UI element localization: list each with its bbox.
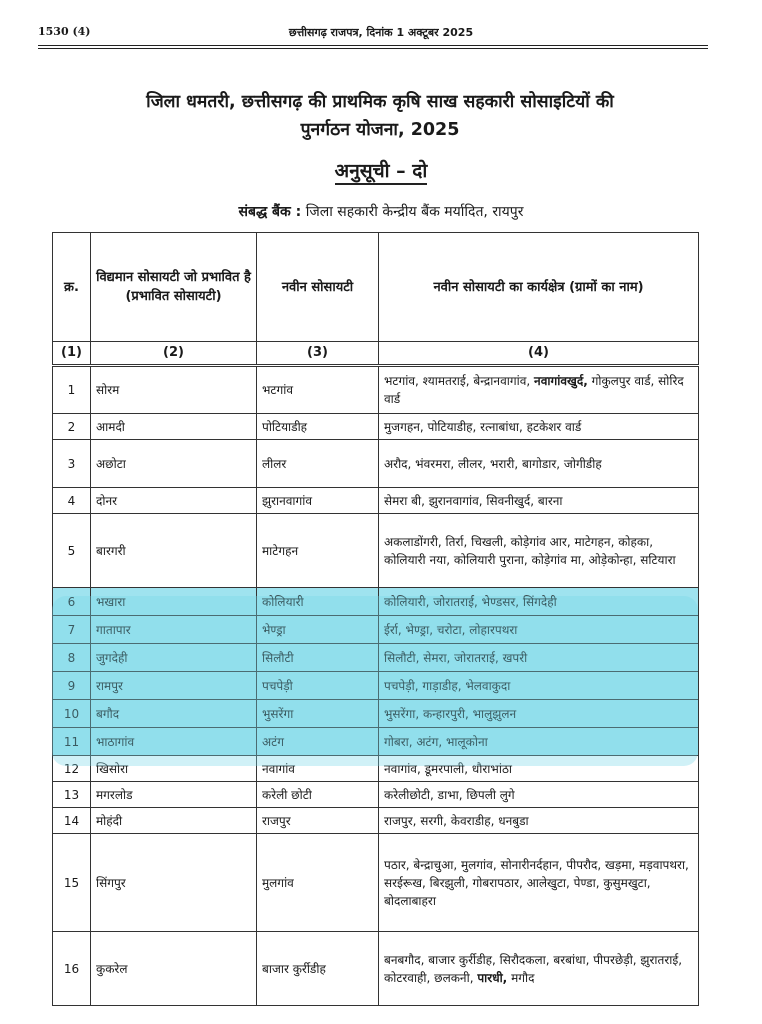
new-society-cell: करेली छोटी (257, 782, 379, 808)
header-rule-bottom (38, 48, 708, 49)
area-cell: भटगांव, श्यामतराई, बेन्द्रानवागांव, नवागांवखुर्द, गोकुलपुर वार्ड, सोरिद वार्ड (379, 366, 699, 414)
serial-cell: 10 (53, 700, 91, 728)
existing-society-cell: अछोटा (91, 440, 257, 488)
new-society-cell: भटगांव (257, 366, 379, 414)
document-title (60, 88, 700, 144)
schedule-heading: अनुसूची – दो (0, 157, 762, 183)
existing-society-cell: जुगदेही (91, 644, 257, 672)
new-society-cell: कोलियारी (257, 588, 379, 616)
area-cell: सेमरा बी, झुरानवागांव, सिवनीखुर्द, बारना (379, 488, 699, 514)
area-cell: करेलीछोटी, डाभा, छिपली लुगे (379, 782, 699, 808)
serial-cell: 16 (53, 932, 91, 1006)
serial-cell: 1 (53, 366, 91, 414)
serial-cell: 5 (53, 514, 91, 588)
table-row (53, 834, 699, 932)
existing-society-cell: भखारा (91, 588, 257, 616)
existing-society-cell: सिंगपुर (91, 834, 257, 932)
serial-cell: 3 (53, 440, 91, 488)
col-header-serial: क्र. (53, 233, 91, 342)
serial-cell: 15 (53, 834, 91, 932)
area-cell: पठार, बेन्द्राचुआ, मुलगांव, सोनारीनर्दहान, पीपरौद, खड़मा, मड़वापथरा, सरईरूख, बिरझुली, गोबरापठार, आलेखुटा, पेण्डा, कुसुमखुटा, बोदलाबाहरा (379, 834, 699, 932)
area-cell: मुजगहन, पोटियाडीह, रत्नाबांधा, हटकेशर वार्ड (379, 414, 699, 440)
new-society-cell: झुरानवागांव (257, 488, 379, 514)
serial-cell: 8 (53, 644, 91, 672)
new-society-cell: अटंग (257, 728, 379, 756)
table-row (53, 782, 699, 808)
serial-cell: 13 (53, 782, 91, 808)
col-header-new: नवीन सोसायटी (257, 233, 379, 342)
table-row (53, 728, 699, 756)
table-row (53, 616, 699, 644)
serial-cell: 4 (53, 488, 91, 514)
area-cell: बनबगौद, बाजार कुर्रीडीह, सिरौदकला, बरबांधा, पीपरछेड़ी, झुरातराई, कोटरवाही, छलकनी, पारधी, मगौद (379, 932, 699, 1006)
page-header-center: छत्तीसगढ़ राजपत्र, दिनांक 1 अक्टूबर 2025 (288, 26, 474, 39)
bank-label: संबद्ध बैंक : (238, 204, 302, 220)
area-cell: सिलौटी, सेमरा, जोरातराई, खपरी (379, 644, 699, 672)
table-row (53, 588, 699, 616)
new-society-cell: पचपेड़ी (257, 672, 379, 700)
new-society-cell: माटेगहन (257, 514, 379, 588)
existing-society-cell: खिसोरा (91, 756, 257, 782)
existing-society-cell: कुकरेल (91, 932, 257, 1006)
area-cell: पचपेड़ी, गाड़ाडीह, भेलवाकुदा (379, 672, 699, 700)
table-row (53, 700, 699, 728)
table-header-row (53, 233, 699, 342)
new-society-cell: भुसरेंगा (257, 700, 379, 728)
area-cell: नवागांव, डूमरपाली, धौराभांठा (379, 756, 699, 782)
existing-society-cell: रामपुर (91, 672, 257, 700)
existing-society-cell: गातापार (91, 616, 257, 644)
area-cell: गोबरा, अटंग, भालूकोना (379, 728, 699, 756)
new-society-cell: पोटियाडीह (257, 414, 379, 440)
new-society-cell: लीलर (257, 440, 379, 488)
new-society-cell: नवागांव (257, 756, 379, 782)
bank-name: जिला सहकारी केन्द्रीय बैंक मर्यादित, रायपुर (305, 204, 524, 220)
col-number: (2) (91, 342, 257, 366)
col-header-area: नवीन सोसायटी का कार्यक्षेत्र (ग्रामों का नाम) (379, 233, 699, 342)
table-row (53, 514, 699, 588)
serial-cell: 2 (53, 414, 91, 440)
area-cell: भुसरेंगा, कन्हारपुरी, भालुझुलन (379, 700, 699, 728)
table-row (53, 440, 699, 488)
existing-society-cell: दोनर (91, 488, 257, 514)
existing-society-cell: बगौद (91, 700, 257, 728)
title-line-1: जिला धमतरी, छत्तीसगढ़ की प्राथमिक कृषि साख सहकारी सोसाइटियों की (146, 92, 614, 112)
new-society-cell: सिलौटी (257, 644, 379, 672)
area-cell: राजपुर, सरगी, केवराडीह, धनबुडा (379, 808, 699, 834)
new-society-cell: भेण्ड्रा (257, 616, 379, 644)
serial-cell: 9 (53, 672, 91, 700)
title-line-2: पुनर्गठन योजना, 2025 (300, 120, 460, 140)
existing-society-cell: मगरलोड (91, 782, 257, 808)
table-row (53, 756, 699, 782)
society-table (52, 232, 699, 1006)
header-rule-top (38, 45, 708, 46)
area-cell: अरौद, भंवरमरा, लीलर, भरारी, बागोडार, जोगीडीह (379, 440, 699, 488)
page-header-left: 1530 (4) (38, 25, 91, 38)
col-number: (1) (53, 342, 91, 366)
serial-cell: 6 (53, 588, 91, 616)
table-row (53, 808, 699, 834)
col-number: (3) (257, 342, 379, 366)
table-row (53, 414, 699, 440)
existing-society-cell: बारगरी (91, 514, 257, 588)
existing-society-cell: सोरम (91, 366, 257, 414)
existing-society-cell: आमदी (91, 414, 257, 440)
area-cell: अकलाडोंगरी, तिर्रा, चिखली, कोड़ेगांव आर, माटेगहन, कोहका, कोलियारी नया, कोलियारी पुराना, कोड़ेगांव मा, ओड़ेकोन्हा, सटियारा (379, 514, 699, 588)
new-society-cell: मुलगांव (257, 834, 379, 932)
existing-society-cell: भाठागांव (91, 728, 257, 756)
serial-cell: 12 (53, 756, 91, 782)
new-society-cell: राजपुर (257, 808, 379, 834)
serial-cell: 7 (53, 616, 91, 644)
col-number: (4) (379, 342, 699, 366)
table-row (53, 488, 699, 514)
table-row (53, 366, 699, 414)
bank-line (0, 202, 762, 221)
area-cell: ईर्रा, भेण्ड्रा, चरोटा, लोहारपथरा (379, 616, 699, 644)
area-cell: कोलियारी, जोरातराई, भेण्डसर, सिंगदेही (379, 588, 699, 616)
col-header-existing: विद्यमान सोसायटी जो प्रभावित है (प्रभावित सोसायटी) (91, 233, 257, 342)
new-society-cell: बाजार कुर्रीडीह (257, 932, 379, 1006)
table-row (53, 672, 699, 700)
column-number-row (53, 342, 699, 366)
table-row (53, 932, 699, 1006)
table-row (53, 644, 699, 672)
existing-society-cell: मोहंदी (91, 808, 257, 834)
serial-cell: 11 (53, 728, 91, 756)
serial-cell: 14 (53, 808, 91, 834)
